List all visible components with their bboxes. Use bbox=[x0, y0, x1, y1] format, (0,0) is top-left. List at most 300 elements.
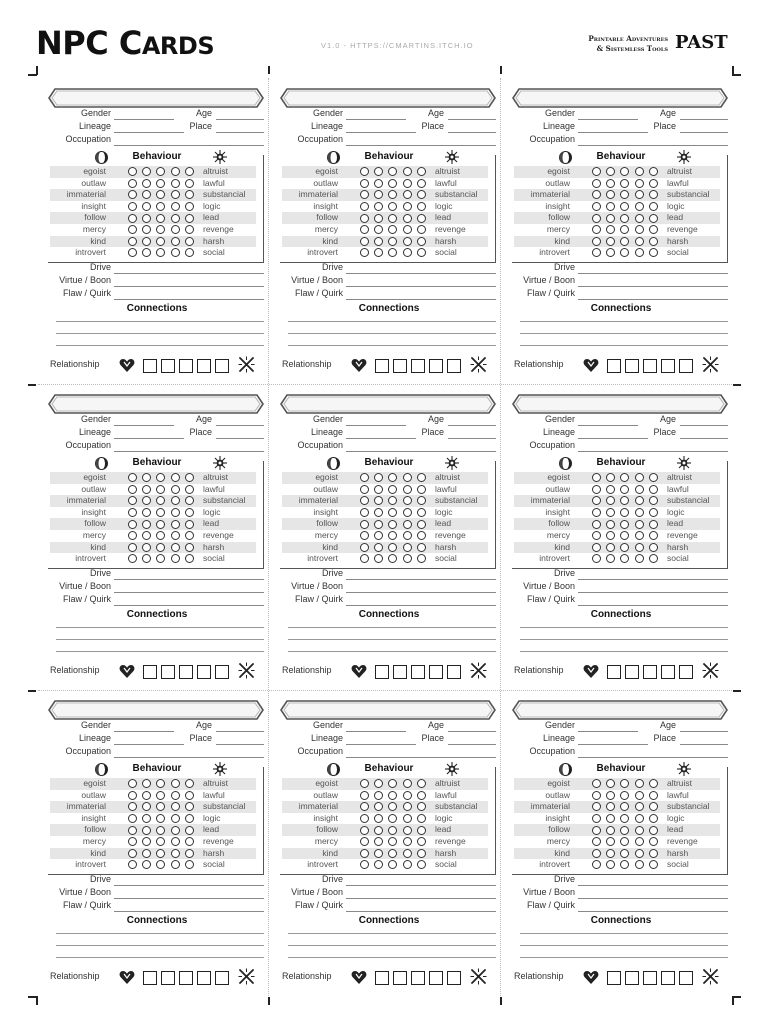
trait-scale-circle[interactable] bbox=[592, 543, 601, 552]
trait-scale-circle[interactable] bbox=[649, 554, 658, 563]
virtue-field[interactable] bbox=[114, 286, 264, 287]
trait-scale-circle[interactable] bbox=[635, 860, 644, 869]
trait-scale-circle[interactable] bbox=[171, 473, 180, 482]
trait-scale-circle[interactable] bbox=[635, 485, 644, 494]
trait-scale-circle[interactable] bbox=[374, 791, 383, 800]
trait-scale-circle[interactable] bbox=[592, 167, 601, 176]
trait-scale-circle[interactable] bbox=[128, 860, 137, 869]
trait-scale-circle[interactable] bbox=[185, 248, 194, 257]
trait-scale-circle[interactable] bbox=[156, 554, 165, 563]
trait-scale-circle[interactable] bbox=[156, 473, 165, 482]
trait-scale-circle[interactable] bbox=[635, 554, 644, 563]
gender-field[interactable] bbox=[578, 425, 638, 426]
trait-scale-circle[interactable] bbox=[171, 814, 180, 823]
trait-scale-circle[interactable] bbox=[388, 791, 397, 800]
trait-scale-circle[interactable] bbox=[374, 248, 383, 257]
trait-scale-circle[interactable] bbox=[592, 814, 601, 823]
trait-scale-circle[interactable] bbox=[606, 167, 615, 176]
trait-scale-circle[interactable] bbox=[649, 814, 658, 823]
trait-scale-circle[interactable] bbox=[388, 826, 397, 835]
trait-scale-circle[interactable] bbox=[360, 190, 369, 199]
trait-scale-circle[interactable] bbox=[606, 508, 615, 517]
trait-scale-circle[interactable] bbox=[128, 826, 137, 835]
trait-scale-circle[interactable] bbox=[606, 202, 615, 211]
relationship-box[interactable] bbox=[375, 971, 389, 985]
trait-scale-circle[interactable] bbox=[128, 791, 137, 800]
trait-scale-circle[interactable] bbox=[592, 225, 601, 234]
trait-scale-circle[interactable] bbox=[128, 225, 137, 234]
trait-scale-circle[interactable] bbox=[128, 496, 137, 505]
trait-scale-circle[interactable] bbox=[403, 202, 412, 211]
trait-scale-circle[interactable] bbox=[128, 802, 137, 811]
trait-scale-circle[interactable] bbox=[128, 485, 137, 494]
trait-scale-circle[interactable] bbox=[649, 225, 658, 234]
relationship-box[interactable] bbox=[661, 665, 675, 679]
trait-scale-circle[interactable] bbox=[635, 543, 644, 552]
trait-scale-circle[interactable] bbox=[374, 202, 383, 211]
trait-scale-circle[interactable] bbox=[635, 179, 644, 188]
trait-scale-circle[interactable] bbox=[592, 849, 601, 858]
trait-scale-circle[interactable] bbox=[185, 473, 194, 482]
trait-scale-circle[interactable] bbox=[635, 802, 644, 811]
trait-scale-circle[interactable] bbox=[649, 214, 658, 223]
trait-scale-circle[interactable] bbox=[171, 860, 180, 869]
flaw-field[interactable] bbox=[114, 605, 264, 606]
trait-scale-circle[interactable] bbox=[403, 543, 412, 552]
virtue-field[interactable] bbox=[114, 592, 264, 593]
trait-scale-circle[interactable] bbox=[171, 508, 180, 517]
trait-scale-circle[interactable] bbox=[156, 826, 165, 835]
trait-scale-circle[interactable] bbox=[649, 508, 658, 517]
trait-scale-circle[interactable] bbox=[417, 543, 426, 552]
trait-scale-circle[interactable] bbox=[388, 508, 397, 517]
trait-scale-circle[interactable] bbox=[606, 225, 615, 234]
trait-scale-circle[interactable] bbox=[185, 849, 194, 858]
trait-scale-circle[interactable] bbox=[606, 791, 615, 800]
connections-line[interactable] bbox=[288, 933, 496, 934]
trait-scale-circle[interactable] bbox=[156, 814, 165, 823]
gender-field[interactable] bbox=[578, 119, 638, 120]
relationship-box[interactable] bbox=[607, 359, 621, 373]
trait-scale-circle[interactable] bbox=[360, 179, 369, 188]
connections-line[interactable] bbox=[520, 321, 728, 322]
relationship-box[interactable] bbox=[429, 665, 443, 679]
trait-scale-circle[interactable] bbox=[620, 791, 629, 800]
trait-scale-circle[interactable] bbox=[620, 554, 629, 563]
trait-scale-circle[interactable] bbox=[635, 214, 644, 223]
place-field[interactable] bbox=[448, 132, 496, 133]
gender-field[interactable] bbox=[346, 425, 406, 426]
trait-scale-circle[interactable] bbox=[635, 473, 644, 482]
trait-scale-circle[interactable] bbox=[403, 496, 412, 505]
trait-scale-circle[interactable] bbox=[417, 531, 426, 540]
trait-scale-circle[interactable] bbox=[360, 496, 369, 505]
trait-scale-circle[interactable] bbox=[156, 485, 165, 494]
trait-scale-circle[interactable] bbox=[142, 860, 151, 869]
trait-scale-circle[interactable] bbox=[128, 248, 137, 257]
virtue-field[interactable] bbox=[114, 898, 264, 899]
age-field[interactable] bbox=[680, 119, 728, 120]
relationship-box[interactable] bbox=[179, 665, 193, 679]
relationship-box[interactable] bbox=[143, 971, 157, 985]
trait-scale-circle[interactable] bbox=[649, 167, 658, 176]
connections-line[interactable] bbox=[520, 627, 728, 628]
trait-scale-circle[interactable] bbox=[417, 554, 426, 563]
trait-scale-circle[interactable] bbox=[620, 508, 629, 517]
trait-scale-circle[interactable] bbox=[620, 202, 629, 211]
trait-scale-circle[interactable] bbox=[388, 496, 397, 505]
connections-line[interactable] bbox=[520, 639, 728, 640]
trait-scale-circle[interactable] bbox=[620, 179, 629, 188]
trait-scale-circle[interactable] bbox=[171, 179, 180, 188]
relationship-box[interactable] bbox=[411, 359, 425, 373]
trait-scale-circle[interactable] bbox=[606, 860, 615, 869]
trait-scale-circle[interactable] bbox=[128, 779, 137, 788]
trait-scale-circle[interactable] bbox=[592, 473, 601, 482]
trait-scale-circle[interactable] bbox=[185, 496, 194, 505]
flaw-field[interactable] bbox=[578, 911, 728, 912]
relationship-box[interactable] bbox=[625, 665, 639, 679]
relationship-box[interactable] bbox=[375, 359, 389, 373]
trait-scale-circle[interactable] bbox=[360, 167, 369, 176]
connections-line[interactable] bbox=[288, 639, 496, 640]
trait-scale-circle[interactable] bbox=[374, 237, 383, 246]
relationship-box[interactable] bbox=[393, 971, 407, 985]
trait-scale-circle[interactable] bbox=[417, 167, 426, 176]
trait-scale-circle[interactable] bbox=[142, 826, 151, 835]
trait-scale-circle[interactable] bbox=[620, 167, 629, 176]
trait-scale-circle[interactable] bbox=[185, 860, 194, 869]
virtue-field[interactable] bbox=[578, 592, 728, 593]
trait-scale-circle[interactable] bbox=[620, 237, 629, 246]
trait-scale-circle[interactable] bbox=[592, 791, 601, 800]
trait-scale-circle[interactable] bbox=[374, 837, 383, 846]
trait-scale-circle[interactable] bbox=[142, 214, 151, 223]
trait-scale-circle[interactable] bbox=[592, 248, 601, 257]
gender-field[interactable] bbox=[114, 425, 174, 426]
trait-scale-circle[interactable] bbox=[606, 814, 615, 823]
place-field[interactable] bbox=[680, 744, 728, 745]
drive-field[interactable] bbox=[578, 885, 728, 886]
trait-scale-circle[interactable] bbox=[374, 496, 383, 505]
trait-scale-circle[interactable] bbox=[620, 860, 629, 869]
trait-scale-circle[interactable] bbox=[417, 225, 426, 234]
trait-scale-circle[interactable] bbox=[592, 190, 601, 199]
trait-scale-circle[interactable] bbox=[185, 531, 194, 540]
trait-scale-circle[interactable] bbox=[592, 179, 601, 188]
trait-scale-circle[interactable] bbox=[403, 248, 412, 257]
trait-scale-circle[interactable] bbox=[417, 248, 426, 257]
trait-scale-circle[interactable] bbox=[128, 531, 137, 540]
trait-scale-circle[interactable] bbox=[649, 837, 658, 846]
trait-scale-circle[interactable] bbox=[403, 791, 412, 800]
trait-scale-circle[interactable] bbox=[649, 237, 658, 246]
flaw-field[interactable] bbox=[578, 605, 728, 606]
relationship-box[interactable] bbox=[215, 665, 229, 679]
trait-scale-circle[interactable] bbox=[128, 202, 137, 211]
trait-scale-circle[interactable] bbox=[360, 779, 369, 788]
trait-scale-circle[interactable] bbox=[620, 473, 629, 482]
trait-scale-circle[interactable] bbox=[620, 485, 629, 494]
npc-name-field[interactable] bbox=[280, 700, 496, 720]
trait-scale-circle[interactable] bbox=[388, 190, 397, 199]
trait-scale-circle[interactable] bbox=[403, 814, 412, 823]
connections-line[interactable] bbox=[520, 933, 728, 934]
trait-scale-circle[interactable] bbox=[374, 179, 383, 188]
trait-scale-circle[interactable] bbox=[388, 225, 397, 234]
trait-scale-circle[interactable] bbox=[171, 167, 180, 176]
trait-scale-circle[interactable] bbox=[403, 179, 412, 188]
trait-scale-circle[interactable] bbox=[592, 779, 601, 788]
occupation-field[interactable] bbox=[114, 145, 264, 146]
trait-scale-circle[interactable] bbox=[649, 531, 658, 540]
trait-scale-circle[interactable] bbox=[142, 248, 151, 257]
trait-scale-circle[interactable] bbox=[388, 554, 397, 563]
trait-scale-circle[interactable] bbox=[185, 485, 194, 494]
trait-scale-circle[interactable] bbox=[142, 543, 151, 552]
virtue-field[interactable] bbox=[346, 592, 496, 593]
connections-line[interactable] bbox=[288, 345, 496, 346]
trait-scale-circle[interactable] bbox=[403, 849, 412, 858]
lineage-field[interactable] bbox=[346, 744, 416, 745]
trait-scale-circle[interactable] bbox=[128, 167, 137, 176]
trait-scale-circle[interactable] bbox=[592, 496, 601, 505]
trait-scale-circle[interactable] bbox=[620, 248, 629, 257]
trait-scale-circle[interactable] bbox=[620, 496, 629, 505]
trait-scale-circle[interactable] bbox=[374, 225, 383, 234]
relationship-box[interactable] bbox=[625, 971, 639, 985]
age-field[interactable] bbox=[448, 731, 496, 732]
trait-scale-circle[interactable] bbox=[417, 837, 426, 846]
trait-scale-circle[interactable] bbox=[156, 520, 165, 529]
trait-scale-circle[interactable] bbox=[171, 779, 180, 788]
trait-scale-circle[interactable] bbox=[185, 802, 194, 811]
trait-scale-circle[interactable] bbox=[360, 473, 369, 482]
trait-scale-circle[interactable] bbox=[592, 485, 601, 494]
trait-scale-circle[interactable] bbox=[156, 190, 165, 199]
trait-scale-circle[interactable] bbox=[388, 802, 397, 811]
trait-scale-circle[interactable] bbox=[620, 520, 629, 529]
trait-scale-circle[interactable] bbox=[185, 214, 194, 223]
place-field[interactable] bbox=[680, 438, 728, 439]
trait-scale-circle[interactable] bbox=[171, 225, 180, 234]
age-field[interactable] bbox=[448, 119, 496, 120]
virtue-field[interactable] bbox=[346, 898, 496, 899]
npc-name-field[interactable] bbox=[280, 394, 496, 414]
trait-scale-circle[interactable] bbox=[156, 167, 165, 176]
trait-scale-circle[interactable] bbox=[388, 485, 397, 494]
trait-scale-circle[interactable] bbox=[649, 190, 658, 199]
trait-scale-circle[interactable] bbox=[156, 202, 165, 211]
trait-scale-circle[interactable] bbox=[592, 531, 601, 540]
trait-scale-circle[interactable] bbox=[403, 473, 412, 482]
trait-scale-circle[interactable] bbox=[403, 225, 412, 234]
trait-scale-circle[interactable] bbox=[142, 837, 151, 846]
trait-scale-circle[interactable] bbox=[620, 531, 629, 540]
lineage-field[interactable] bbox=[346, 438, 416, 439]
trait-scale-circle[interactable] bbox=[635, 167, 644, 176]
trait-scale-circle[interactable] bbox=[417, 802, 426, 811]
trait-scale-circle[interactable] bbox=[606, 554, 615, 563]
lineage-field[interactable] bbox=[578, 132, 648, 133]
trait-scale-circle[interactable] bbox=[620, 543, 629, 552]
trait-scale-circle[interactable] bbox=[142, 791, 151, 800]
npc-name-field[interactable] bbox=[512, 394, 728, 414]
trait-scale-circle[interactable] bbox=[185, 826, 194, 835]
drive-field[interactable] bbox=[346, 885, 496, 886]
drive-field[interactable] bbox=[578, 579, 728, 580]
trait-scale-circle[interactable] bbox=[403, 826, 412, 835]
trait-scale-circle[interactable] bbox=[606, 837, 615, 846]
trait-scale-circle[interactable] bbox=[649, 791, 658, 800]
relationship-box[interactable] bbox=[161, 971, 175, 985]
connections-line[interactable] bbox=[56, 651, 264, 652]
relationship-box[interactable] bbox=[429, 359, 443, 373]
trait-scale-circle[interactable] bbox=[592, 520, 601, 529]
npc-name-field[interactable] bbox=[512, 700, 728, 720]
npc-name-field[interactable] bbox=[512, 88, 728, 108]
trait-scale-circle[interactable] bbox=[185, 543, 194, 552]
trait-scale-circle[interactable] bbox=[592, 237, 601, 246]
trait-scale-circle[interactable] bbox=[374, 190, 383, 199]
trait-scale-circle[interactable] bbox=[185, 814, 194, 823]
trait-scale-circle[interactable] bbox=[128, 554, 137, 563]
trait-scale-circle[interactable] bbox=[185, 190, 194, 199]
trait-scale-circle[interactable] bbox=[171, 849, 180, 858]
age-field[interactable] bbox=[448, 425, 496, 426]
relationship-box[interactable] bbox=[197, 971, 211, 985]
trait-scale-circle[interactable] bbox=[360, 837, 369, 846]
trait-scale-circle[interactable] bbox=[185, 179, 194, 188]
relationship-box[interactable] bbox=[197, 359, 211, 373]
trait-scale-circle[interactable] bbox=[403, 237, 412, 246]
relationship-box[interactable] bbox=[411, 665, 425, 679]
source-url[interactable]: V1.0 - HTTPS://CMARTINS.ITCH.IO bbox=[321, 41, 474, 50]
trait-scale-circle[interactable] bbox=[635, 248, 644, 257]
trait-scale-circle[interactable] bbox=[156, 779, 165, 788]
trait-scale-circle[interactable] bbox=[142, 814, 151, 823]
trait-scale-circle[interactable] bbox=[620, 814, 629, 823]
trait-scale-circle[interactable] bbox=[128, 543, 137, 552]
trait-scale-circle[interactable] bbox=[156, 860, 165, 869]
trait-scale-circle[interactable] bbox=[374, 849, 383, 858]
occupation-field[interactable] bbox=[578, 145, 728, 146]
connections-line[interactable] bbox=[288, 957, 496, 958]
trait-scale-circle[interactable] bbox=[374, 520, 383, 529]
trait-scale-circle[interactable] bbox=[606, 496, 615, 505]
flaw-field[interactable] bbox=[114, 299, 264, 300]
trait-scale-circle[interactable] bbox=[403, 531, 412, 540]
trait-scale-circle[interactable] bbox=[128, 237, 137, 246]
trait-scale-circle[interactable] bbox=[606, 802, 615, 811]
connections-line[interactable] bbox=[520, 345, 728, 346]
trait-scale-circle[interactable] bbox=[171, 214, 180, 223]
trait-scale-circle[interactable] bbox=[128, 520, 137, 529]
age-field[interactable] bbox=[216, 119, 264, 120]
trait-scale-circle[interactable] bbox=[142, 779, 151, 788]
gender-field[interactable] bbox=[114, 731, 174, 732]
trait-scale-circle[interactable] bbox=[374, 485, 383, 494]
occupation-field[interactable] bbox=[114, 451, 264, 452]
relationship-box[interactable] bbox=[161, 665, 175, 679]
trait-scale-circle[interactable] bbox=[171, 520, 180, 529]
connections-line[interactable] bbox=[56, 957, 264, 958]
trait-scale-circle[interactable] bbox=[171, 485, 180, 494]
connections-line[interactable] bbox=[288, 333, 496, 334]
trait-scale-circle[interactable] bbox=[374, 214, 383, 223]
trait-scale-circle[interactable] bbox=[185, 225, 194, 234]
trait-scale-circle[interactable] bbox=[156, 791, 165, 800]
relationship-box[interactable] bbox=[447, 359, 461, 373]
connections-line[interactable] bbox=[520, 945, 728, 946]
trait-scale-circle[interactable] bbox=[635, 837, 644, 846]
trait-scale-circle[interactable] bbox=[142, 802, 151, 811]
connections-line[interactable] bbox=[520, 957, 728, 958]
lineage-field[interactable] bbox=[346, 132, 416, 133]
trait-scale-circle[interactable] bbox=[649, 248, 658, 257]
flaw-field[interactable] bbox=[346, 299, 496, 300]
trait-scale-circle[interactable] bbox=[417, 190, 426, 199]
trait-scale-circle[interactable] bbox=[592, 860, 601, 869]
trait-scale-circle[interactable] bbox=[388, 531, 397, 540]
trait-scale-circle[interactable] bbox=[403, 837, 412, 846]
trait-scale-circle[interactable] bbox=[128, 814, 137, 823]
trait-scale-circle[interactable] bbox=[142, 485, 151, 494]
connections-line[interactable] bbox=[288, 651, 496, 652]
occupation-field[interactable] bbox=[346, 145, 496, 146]
connections-line[interactable] bbox=[288, 945, 496, 946]
trait-scale-circle[interactable] bbox=[649, 179, 658, 188]
trait-scale-circle[interactable] bbox=[374, 167, 383, 176]
trait-scale-circle[interactable] bbox=[185, 508, 194, 517]
trait-scale-circle[interactable] bbox=[171, 202, 180, 211]
trait-scale-circle[interactable] bbox=[360, 543, 369, 552]
place-field[interactable] bbox=[216, 744, 264, 745]
trait-scale-circle[interactable] bbox=[374, 554, 383, 563]
trait-scale-circle[interactable] bbox=[635, 496, 644, 505]
trait-scale-circle[interactable] bbox=[606, 779, 615, 788]
trait-scale-circle[interactable] bbox=[635, 508, 644, 517]
trait-scale-circle[interactable] bbox=[185, 779, 194, 788]
trait-scale-circle[interactable] bbox=[417, 520, 426, 529]
trait-scale-circle[interactable] bbox=[388, 248, 397, 257]
trait-scale-circle[interactable] bbox=[171, 496, 180, 505]
trait-scale-circle[interactable] bbox=[374, 508, 383, 517]
trait-scale-circle[interactable] bbox=[374, 531, 383, 540]
trait-scale-circle[interactable] bbox=[142, 179, 151, 188]
trait-scale-circle[interactable] bbox=[620, 190, 629, 199]
trait-scale-circle[interactable] bbox=[128, 214, 137, 223]
trait-scale-circle[interactable] bbox=[606, 485, 615, 494]
trait-scale-circle[interactable] bbox=[649, 543, 658, 552]
trait-scale-circle[interactable] bbox=[171, 837, 180, 846]
trait-scale-circle[interactable] bbox=[635, 814, 644, 823]
trait-scale-circle[interactable] bbox=[388, 814, 397, 823]
relationship-box[interactable] bbox=[429, 971, 443, 985]
trait-scale-circle[interactable] bbox=[142, 496, 151, 505]
trait-scale-circle[interactable] bbox=[403, 520, 412, 529]
relationship-box[interactable] bbox=[179, 359, 193, 373]
occupation-field[interactable] bbox=[578, 451, 728, 452]
trait-scale-circle[interactable] bbox=[606, 826, 615, 835]
gender-field[interactable] bbox=[578, 731, 638, 732]
connections-line[interactable] bbox=[288, 627, 496, 628]
trait-scale-circle[interactable] bbox=[156, 802, 165, 811]
lineage-field[interactable] bbox=[114, 744, 184, 745]
relationship-box[interactable] bbox=[643, 359, 657, 373]
trait-scale-circle[interactable] bbox=[360, 214, 369, 223]
trait-scale-circle[interactable] bbox=[388, 849, 397, 858]
